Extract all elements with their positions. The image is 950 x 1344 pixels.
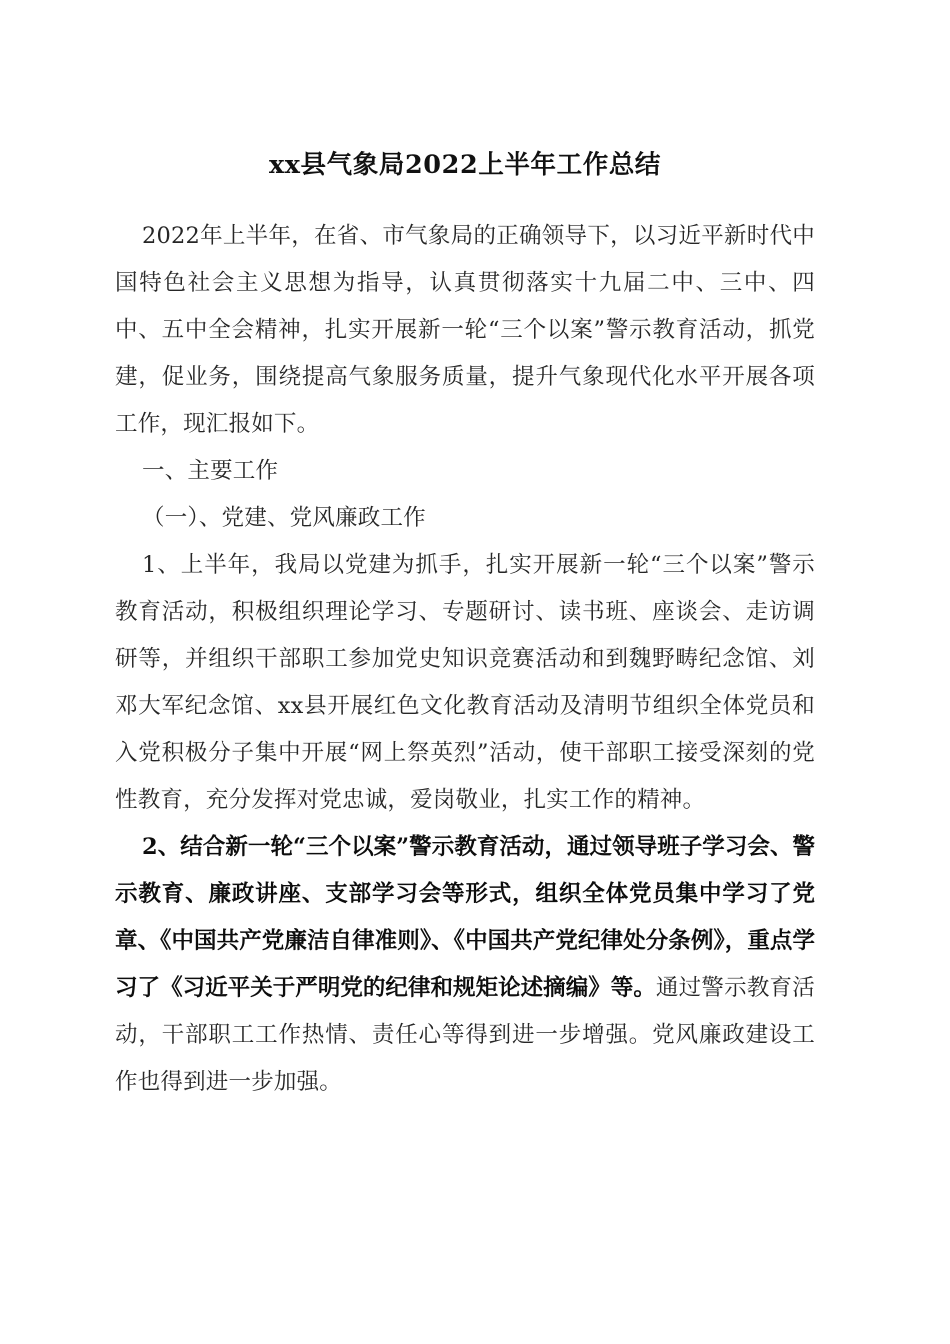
paragraph-item-2 [115,824,815,1106]
paragraph-intro: 2022年上半年，在省、市气象局的正确领导下，以习近平新时代中国特色社会主义思想为指导，认真贯彻落实十九届二中、三中、四中、五中全会精神，扎实开展新一轮“三个以案”警示教育活动，抓党建，促业务，围绕提高气象服务质量，提升气象现代化水平开展各项工作，现汇报如下。 [115,222,815,437]
page-title: xx县气象局2022上半年工作总结 [268,150,662,180]
paragraph-item-1: 1、上半年，我局以党建为抓手，扎实开展新一轮“三个以案”警示教育活动，积极组织理论学习、专题研讨、读书班、座谈会、走访调研等，并组织干部职工参加党史知识竞赛活动和到魏野畴纪念馆、刘邓大军纪念馆、xx县开展红色文化教育活动及清明节组织全体党员和入党积极分子集中开展“网上祭英烈”活动，使干部职工接受深刻的党性教育，充分发挥对党忠诚，爱岗敬业，扎实工作的精神。 [115,551,815,813]
paragraph-item-2-normal-run: 通过警示教育活动，干部职工工作热情、责任心等得到进一步增强。党风廉政建设工作也得到进一步加强。 [115,974,815,1095]
paragraph-item-2-bold-run: 2、结合新一轮“三个以案”警示教育活动，通过领导班子学习会、警示教育、廉政讲座、支部学习会等形式，组织全体党员集中学习了党章、《中国共产党廉洁自律准则》、《中国共产党纪律处分条例》，重点学习了《习近平关于严明党的纪律和规矩论述摘编》等。 [115,833,815,1001]
document-content [115,0,815,1106]
section-heading-one: 一、主要工作 [142,457,279,484]
subsection-heading-one-one: （一）、党建、党风廉政工作 [142,504,426,531]
